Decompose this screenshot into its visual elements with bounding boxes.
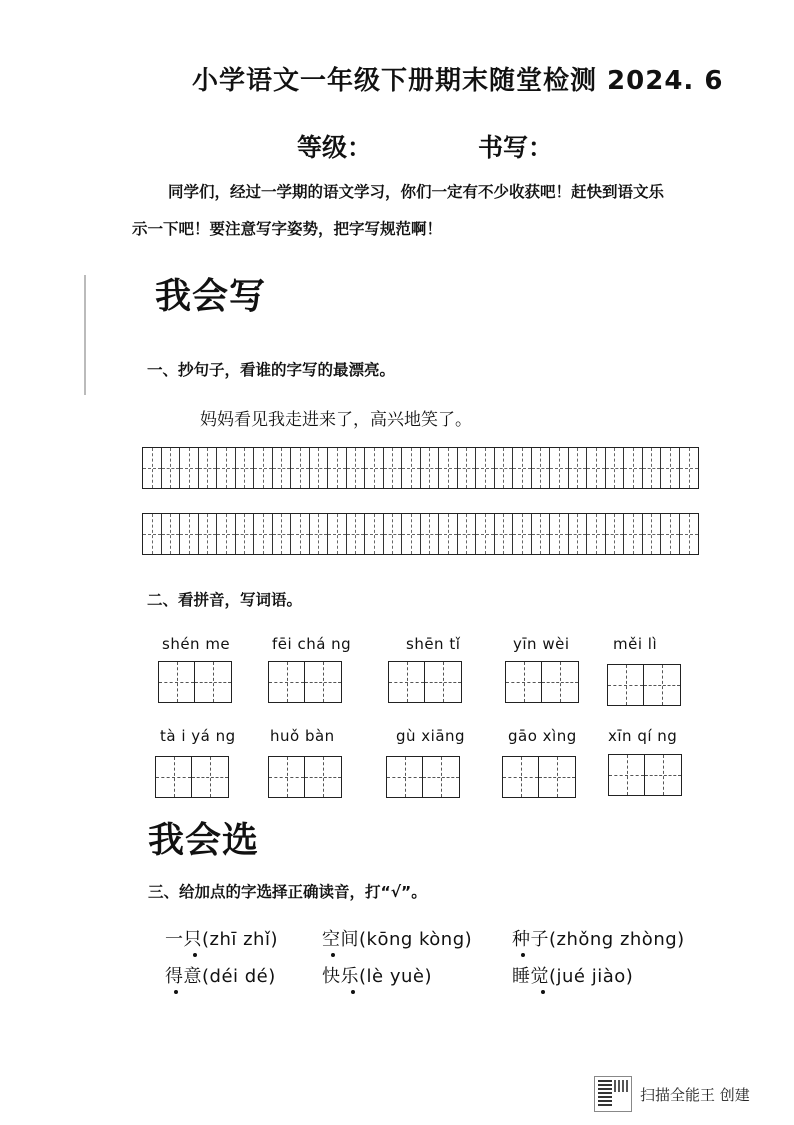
answer-box[interactable] xyxy=(607,664,681,706)
grid-cell[interactable] xyxy=(384,514,403,554)
grid-cell[interactable] xyxy=(217,514,236,554)
reading-choice-item[interactable]: 得意(déi dé) xyxy=(165,966,276,987)
scanner-watermark-text: 扫描全能王 创建 xyxy=(640,1086,750,1104)
grid-cell[interactable] xyxy=(661,514,680,554)
answer-box[interactable] xyxy=(158,661,232,703)
scanner-qr-icon xyxy=(594,1076,632,1112)
answer-box[interactable] xyxy=(268,661,342,703)
grid-cell[interactable] xyxy=(236,448,255,488)
emphasis-dot xyxy=(331,953,335,957)
grid-cell[interactable] xyxy=(180,448,199,488)
grid-cell[interactable] xyxy=(550,448,569,488)
grid-cell[interactable] xyxy=(328,514,347,554)
pinyin-label: měi lì xyxy=(613,635,658,653)
grid-cell[interactable] xyxy=(273,514,292,554)
grid-cell[interactable] xyxy=(569,448,588,488)
grid-cell[interactable] xyxy=(532,448,551,488)
grid-cell[interactable] xyxy=(550,514,569,554)
grid-cell[interactable] xyxy=(421,448,440,488)
grid-cell[interactable] xyxy=(217,448,236,488)
section-title-write: 我会写 xyxy=(155,275,267,317)
grid-cell[interactable] xyxy=(476,514,495,554)
grid-cell[interactable] xyxy=(587,448,606,488)
grid-cell[interactable] xyxy=(254,514,273,554)
pinyin-label: yīn wèi xyxy=(513,635,570,653)
grid-cell[interactable] xyxy=(310,448,329,488)
grid-cell[interactable] xyxy=(365,448,384,488)
pinyin-label: fēi chá ng xyxy=(272,635,352,653)
grid-cell[interactable] xyxy=(513,448,532,488)
grid-cell[interactable] xyxy=(513,514,532,554)
grid-cell[interactable] xyxy=(180,514,199,554)
pinyin-label: shēn tǐ xyxy=(406,635,461,653)
answer-box[interactable] xyxy=(268,756,342,798)
pinyin-label: shén me xyxy=(162,635,231,653)
grid-cell[interactable] xyxy=(402,514,421,554)
grid-cell[interactable] xyxy=(458,448,477,488)
grid-cell[interactable] xyxy=(661,448,680,488)
question-1-heading: 一、抄句子，看谁的字写的最漂亮。 xyxy=(147,361,396,379)
writing-grid-row-1[interactable] xyxy=(142,447,699,489)
answer-box[interactable] xyxy=(388,661,462,703)
emphasis-dot xyxy=(351,990,355,994)
emphasis-dot xyxy=(193,953,197,957)
grid-cell[interactable] xyxy=(476,448,495,488)
grid-cell[interactable] xyxy=(495,448,514,488)
grid-cell[interactable] xyxy=(254,448,273,488)
reading-choice-item[interactable]: 一只(zhī zhǐ) xyxy=(165,929,278,950)
pinyin-label: huǒ bàn xyxy=(270,727,335,745)
grid-cell[interactable] xyxy=(569,514,588,554)
intro-line-1: 同学们，经过一学期的语文学习，你们一定有不少收获吧！赶快到语文乐 xyxy=(168,183,665,201)
grid-cell[interactable] xyxy=(273,448,292,488)
grid-cell[interactable] xyxy=(624,448,643,488)
grid-cell[interactable] xyxy=(439,514,458,554)
grid-cell[interactable] xyxy=(236,514,255,554)
answer-box[interactable] xyxy=(386,756,460,798)
intro-line-2: 示一下吧！要注意写字姿势，把字写规范啊！ xyxy=(132,220,443,238)
grid-cell[interactable] xyxy=(365,514,384,554)
pinyin-label: xīn qí ng xyxy=(608,727,678,745)
answer-box[interactable] xyxy=(608,754,682,796)
reading-choice-item[interactable]: 种子(zhǒng zhòng) xyxy=(512,929,685,950)
question-3-heading: 三、给加点的字选择正确读音，打“√”。 xyxy=(148,883,427,901)
pinyin-label: tà i yá ng xyxy=(160,727,236,745)
pinyin-label: gù xiāng xyxy=(396,727,466,745)
grid-cell[interactable] xyxy=(532,514,551,554)
grid-cell[interactable] xyxy=(347,514,366,554)
writing-label: 书写： xyxy=(478,133,554,162)
reading-choice-item[interactable]: 空间(kōng kòng) xyxy=(322,929,473,950)
section-title-choose: 我会选 xyxy=(148,819,260,861)
grid-cell[interactable] xyxy=(458,514,477,554)
answer-box[interactable] xyxy=(155,756,229,798)
grid-cell[interactable] xyxy=(347,448,366,488)
emphasis-dot xyxy=(541,990,545,994)
grade-label: 等级： xyxy=(297,133,373,162)
grid-cell[interactable] xyxy=(384,448,403,488)
grid-cell[interactable] xyxy=(291,448,310,488)
grid-cell[interactable] xyxy=(606,514,625,554)
emphasis-dot xyxy=(174,990,178,994)
grid-cell[interactable] xyxy=(143,448,162,488)
grid-cell[interactable] xyxy=(291,514,310,554)
question-2-heading: 二、看拼音，写词语。 xyxy=(147,591,303,609)
grid-cell[interactable] xyxy=(162,448,181,488)
grid-cell[interactable] xyxy=(310,514,329,554)
reading-choice-item[interactable]: 睡觉(jué jiào) xyxy=(512,966,634,987)
pinyin-label: gāo xìng xyxy=(508,727,577,745)
grid-cell[interactable] xyxy=(439,448,458,488)
grid-cell[interactable] xyxy=(587,514,606,554)
grid-cell[interactable] xyxy=(680,448,699,488)
emphasis-dot xyxy=(521,953,525,957)
grid-cell[interactable] xyxy=(643,514,662,554)
page-title: 小学语文一年级下册期末随堂检测 2024. 6 xyxy=(192,66,724,96)
grid-cell[interactable] xyxy=(199,448,218,488)
scan-edge-line xyxy=(84,275,86,395)
grid-cell[interactable] xyxy=(606,448,625,488)
grid-cell[interactable] xyxy=(199,514,218,554)
grid-cell[interactable] xyxy=(143,514,162,554)
grid-cell[interactable] xyxy=(402,448,421,488)
grid-cell[interactable] xyxy=(328,448,347,488)
reading-choice-item[interactable]: 快乐(lè yuè) xyxy=(322,966,432,987)
grid-cell[interactable] xyxy=(643,448,662,488)
writing-grid-row-2[interactable] xyxy=(142,513,699,555)
grid-cell[interactable] xyxy=(162,514,181,554)
answer-box[interactable] xyxy=(502,756,576,798)
answer-box[interactable] xyxy=(505,661,579,703)
grid-cell[interactable] xyxy=(421,514,440,554)
grid-cell[interactable] xyxy=(624,514,643,554)
grid-cell[interactable] xyxy=(680,514,699,554)
grid-cell[interactable] xyxy=(495,514,514,554)
copy-sentence: 妈妈看见我走进来了，高兴地笑了。 xyxy=(200,410,472,430)
